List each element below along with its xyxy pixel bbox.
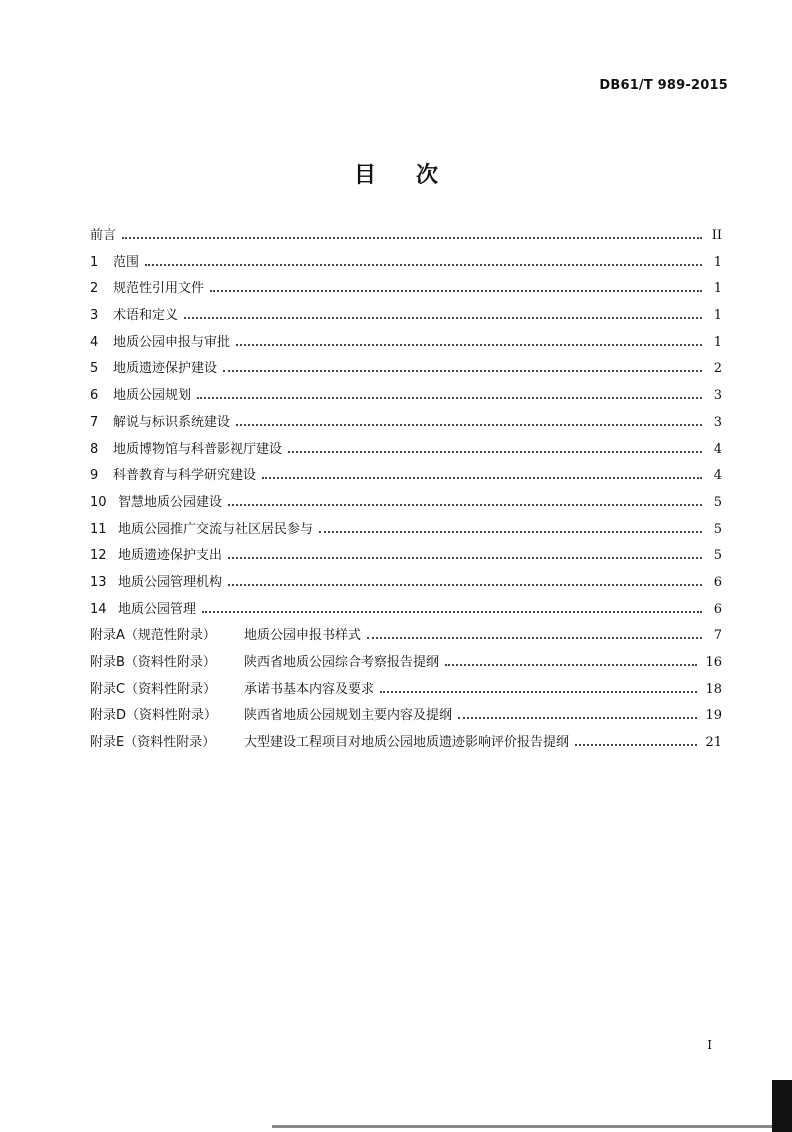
dot-leader <box>228 584 702 586</box>
dot-leader <box>367 637 702 639</box>
toc-entry-page: 4 <box>713 468 722 484</box>
toc-entry-1[interactable] <box>90 251 722 278</box>
toc-entry-number: 8 <box>90 441 99 457</box>
dot-leader <box>236 424 702 426</box>
toc-entry-number: 13 <box>90 574 107 590</box>
toc-entry-label: 地质公园申报与审批 <box>113 334 231 350</box>
toc-entry-number: 5 <box>90 361 99 377</box>
toc-entry-12[interactable] <box>90 544 722 571</box>
toc-entry-page: 1 <box>713 334 722 350</box>
toc-entry-page: 6 <box>713 601 722 617</box>
dot-leader <box>184 317 702 319</box>
dot-leader <box>210 290 702 292</box>
dot-leader <box>458 717 697 719</box>
toc-appendix-number: 附录B（资料性附录） <box>90 655 216 670</box>
toc-entry-label: 承诺书基本内容及要求 <box>244 681 375 697</box>
dot-leader <box>262 477 702 479</box>
toc-entry-label: 地质博物馆与科普影视厅建设 <box>113 441 283 457</box>
toc-appendix-number: 附录A（规范性附录） <box>90 628 216 644</box>
toc-entry-page: 5 <box>713 494 722 510</box>
toc-entry-label: 智慧地质公园建设 <box>118 494 223 510</box>
toc-entry-8[interactable] <box>90 438 722 465</box>
toc-entry-number: 7 <box>90 414 99 430</box>
dot-leader <box>575 744 697 746</box>
page-number: I <box>707 1038 712 1052</box>
toc-appendix-number: 附录C（资料性附录） <box>90 681 217 697</box>
dot-leader <box>223 370 702 372</box>
dot-leader <box>445 664 697 666</box>
scan-bottom-edge <box>272 1125 772 1128</box>
toc-entry-foreword[interactable] <box>90 224 722 251</box>
toc-entry-7[interactable] <box>90 411 722 438</box>
scan-edge-mark <box>772 1080 792 1132</box>
toc-entry-label: 解说与标识系统建设 <box>113 414 231 430</box>
toc-entry-number: 3 <box>90 308 99 324</box>
toc-entry-number: 12 <box>90 548 107 564</box>
toc-entry-label: 地质公园规划 <box>113 388 192 404</box>
toc-title <box>0 158 792 189</box>
toc-entry-label: 地质遗迹保护支出 <box>118 548 223 564</box>
toc-entry-page: II <box>711 228 722 243</box>
toc-entry-page: 2 <box>713 361 722 377</box>
dot-leader <box>145 264 702 266</box>
toc-entry-label: 陕西省地质公园综合考察报告提纲 <box>244 655 440 670</box>
toc-entry-number: 2 <box>90 281 99 297</box>
toc-entry-page: 19 <box>705 708 722 724</box>
toc-entry-13[interactable] <box>90 571 722 598</box>
dot-leader <box>288 451 702 453</box>
toc-entry-number: 9 <box>90 468 99 484</box>
table-of-contents <box>90 224 722 758</box>
toc-entry-number: 14 <box>90 601 107 617</box>
toc-entry-page: 6 <box>713 574 722 590</box>
toc-entry-number: 11 <box>90 521 107 537</box>
toc-entry-appendix-c[interactable] <box>90 678 722 705</box>
toc-entry-appendix-a[interactable] <box>90 624 722 651</box>
toc-entry-number: 6 <box>90 388 99 404</box>
toc-entry-number: 10 <box>90 494 107 510</box>
toc-entry-label: 大型建设工程项目对地质公园地质遗迹影响评价报告提纲 <box>244 735 570 751</box>
toc-entry-page: 3 <box>713 414 722 430</box>
toc-entry-2[interactable] <box>90 277 722 304</box>
toc-entry-label: 术语和定义 <box>113 308 179 324</box>
toc-appendix-number: 附录E（资料性附录） <box>90 735 216 751</box>
toc-entry-label: 地质公园申报书样式 <box>244 628 362 644</box>
toc-entry-label: 地质公园推广交流与社区居民参与 <box>118 521 314 537</box>
toc-entry-page: 1 <box>713 308 722 324</box>
toc-entry-page: 18 <box>705 681 722 697</box>
dot-leader <box>236 344 702 346</box>
document-code: DB61/T 989-2015 <box>599 78 728 93</box>
dot-leader <box>319 531 702 533</box>
dot-leader <box>122 237 702 239</box>
dot-leader <box>228 557 702 559</box>
toc-entry-11[interactable] <box>90 518 722 545</box>
toc-entry-page: 1 <box>713 281 722 297</box>
toc-entry-label: 地质遗迹保护建设 <box>113 361 218 377</box>
toc-entry-page: 5 <box>713 521 722 537</box>
toc-entry-14[interactable] <box>90 598 722 625</box>
toc-entry-page: 4 <box>713 441 722 457</box>
toc-entry-10[interactable] <box>90 491 722 518</box>
toc-entry-label: 前言 <box>90 228 117 243</box>
toc-entry-page: 3 <box>713 388 722 404</box>
toc-entry-label: 陕西省地质公园规划主要内容及提纲 <box>244 708 453 724</box>
toc-entry-label: 科普教育与科学研究建设 <box>113 468 257 484</box>
toc-entry-page: 1 <box>713 254 722 270</box>
toc-entry-4[interactable] <box>90 331 722 358</box>
dot-leader <box>380 691 697 693</box>
toc-entry-page: 5 <box>713 548 722 564</box>
dot-leader <box>197 397 702 399</box>
dot-leader <box>202 611 702 613</box>
toc-entry-5[interactable] <box>90 357 722 384</box>
toc-entry-label: 范围 <box>113 254 140 270</box>
toc-entry-page: 16 <box>705 655 722 670</box>
toc-entry-label: 地质公园管理机构 <box>118 574 223 590</box>
toc-entry-appendix-b[interactable] <box>90 651 722 678</box>
toc-entry-page: 7 <box>713 628 722 644</box>
toc-entry-6[interactable] <box>90 384 722 411</box>
toc-entry-number: 4 <box>90 334 99 350</box>
toc-entry-9[interactable] <box>90 464 722 491</box>
toc-appendix-number: 附录D（资料性附录） <box>90 708 218 724</box>
dot-leader <box>228 504 702 506</box>
toc-title-char-2: 次 <box>416 163 439 188</box>
toc-entry-number: 1 <box>90 254 99 270</box>
toc-entry-3[interactable] <box>90 304 722 331</box>
toc-entry-appendix-d[interactable] <box>90 704 722 731</box>
toc-entry-page: 21 <box>705 735 722 751</box>
toc-entry-appendix-e[interactable] <box>90 731 722 758</box>
toc-title-char-1: 目 <box>353 163 376 188</box>
toc-entry-label: 规范性引用文件 <box>113 281 205 297</box>
toc-entry-label: 地质公园管理 <box>118 601 197 617</box>
